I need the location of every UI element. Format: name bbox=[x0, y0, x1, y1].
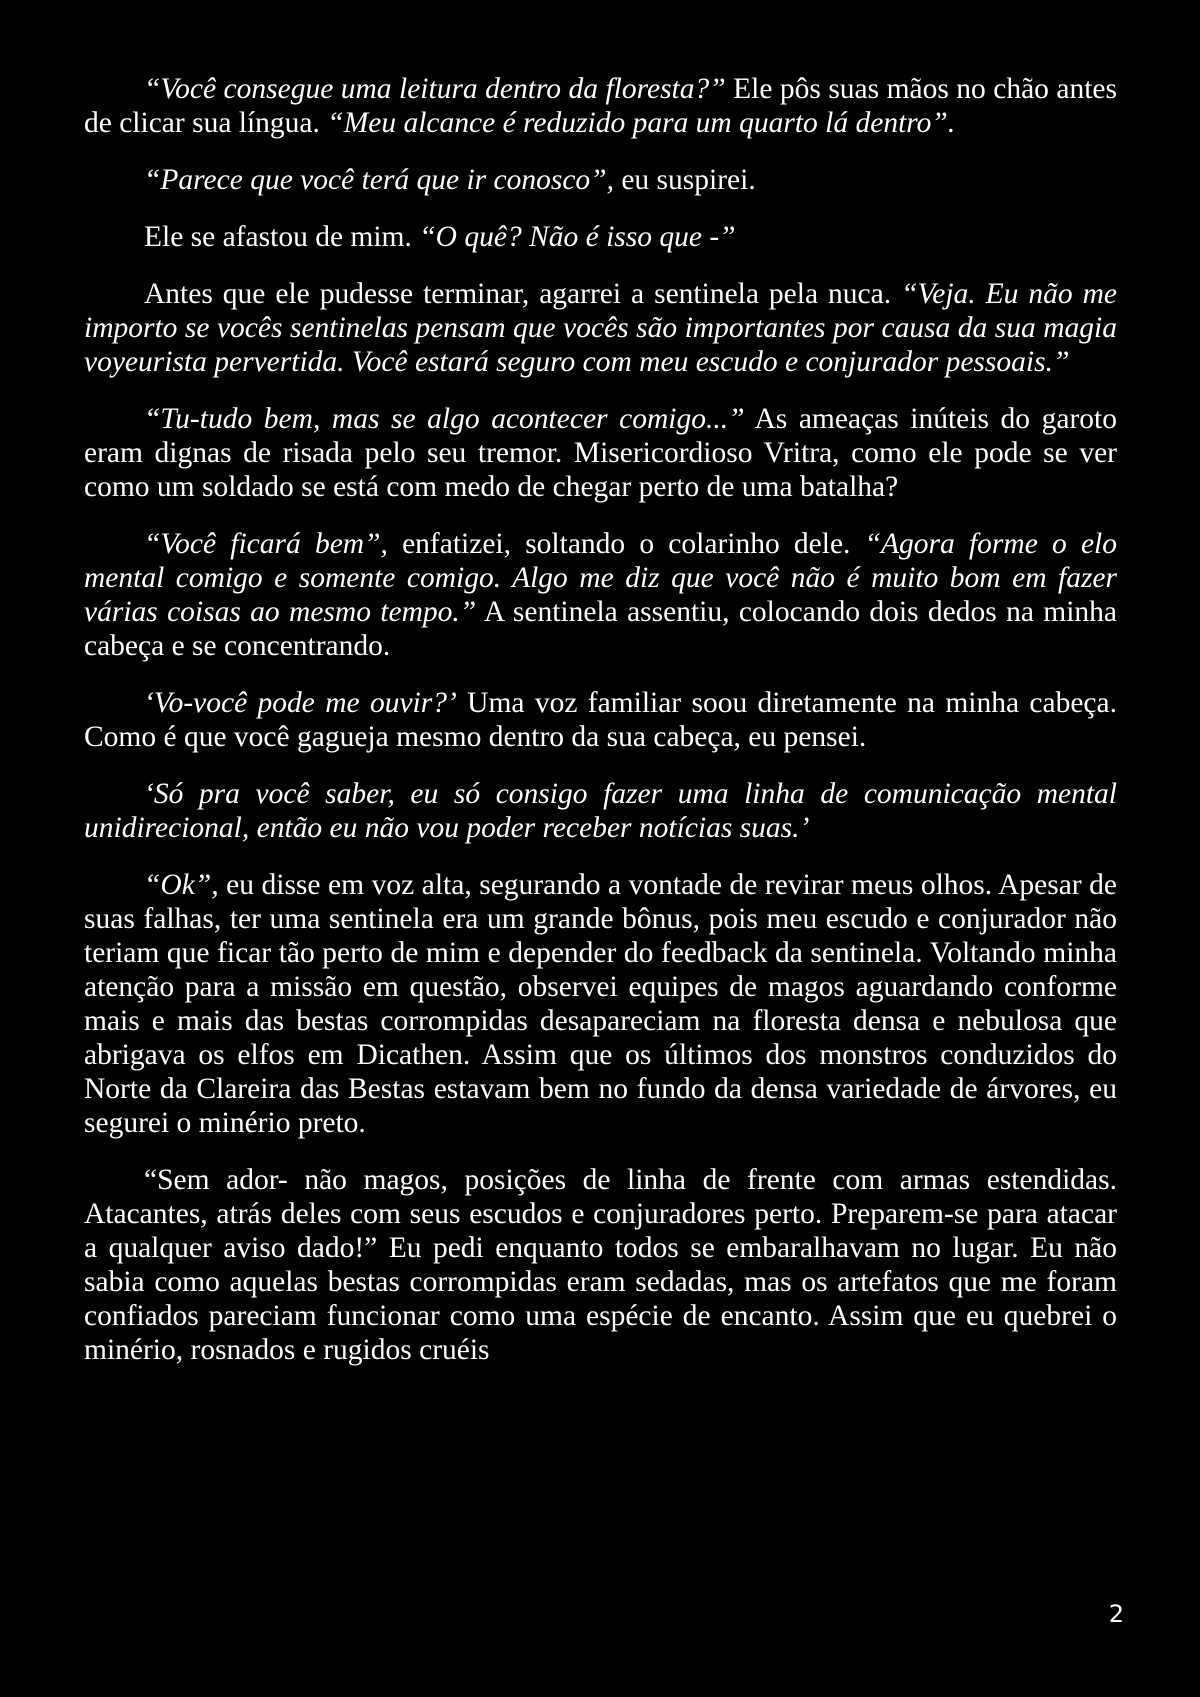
paragraph-9 bbox=[84, 868, 1117, 1140]
paragraph-1 bbox=[84, 72, 1117, 140]
text-run: “Você consegue uma leitura dentro da floresta?” bbox=[144, 73, 726, 105]
paragraph-4 bbox=[84, 277, 1117, 379]
text-run: ‘Vo-você pode me ouvir?’ bbox=[144, 687, 457, 719]
paragraph-6 bbox=[84, 527, 1117, 663]
text-run: “Veja. Eu não me importo se vocês sentinelas pensam que vocês são importantes por causa da sua magia voyeurista pervertida. Você estará seguro com meu escudo e conjurador pessoais.” bbox=[84, 278, 1117, 378]
paragraph-2 bbox=[84, 163, 1117, 197]
text-run: ‘Só pra você saber, eu só consigo fazer uma linha de comunicação mental unidirecional, então eu não vou poder receber notícias suas.’ bbox=[84, 778, 1117, 844]
page-number: 2 bbox=[1108, 1600, 1124, 1628]
text-run: “O quê? Não é isso que -” bbox=[419, 221, 736, 253]
paragraph-7 bbox=[84, 686, 1117, 754]
text-run: eu disse em voz alta, segurando a vontade de revirar meus olhos. Apesar de suas falhas, ter uma sentinela era um grande bônus, pois meu escudo e conjurador não teriam que ficar tão perto de mim e depender do feedback da sentinela. Voltando minha atenção para a missão em questão, observei equipes de magos aguardando conforme mais e mais das bestas corrompidas desapareciam na floresta densa e nebulosa que abrigava os elfos em Dicathen. Assim que os últimos dos monstros conduzidos do Norte da Clareira das Bestas estavam bem no fundo da densa variedade de árvores, eu segurei o minério preto. bbox=[84, 869, 1117, 1139]
text-run: As ameaças inúteis do garoto eram dignas de risada pelo seu tremor. Misericordioso Vritra, como ele pode se ver como um soldado se está com medo de chegar perto de uma batalha? bbox=[84, 403, 1117, 503]
text-run: “Agora forme o elo mental comigo e somente comigo. Algo me diz que você não é muito bom em fazer várias coisas ao mesmo tempo.” bbox=[84, 528, 1117, 628]
text-body bbox=[84, 72, 1117, 1390]
text-run: Ele se afastou de mim. bbox=[144, 221, 420, 253]
paragraph-8 bbox=[84, 777, 1117, 845]
text-run: Antes que ele pudesse terminar, agarrei a sentinela pela nuca. bbox=[144, 278, 902, 310]
paragraph-10 bbox=[84, 1163, 1117, 1367]
text-run: “Tu-tudo bem, mas se algo acontecer comigo...” bbox=[144, 403, 745, 435]
paragraph-5 bbox=[84, 402, 1117, 504]
text-run: “Parece que você terá que ir conosco”, bbox=[144, 164, 614, 196]
text-run: “Meu alcance é reduzido para um quarto lá dentro”. bbox=[327, 107, 956, 139]
text-run: “Ok”, bbox=[144, 869, 219, 901]
paragraph-3 bbox=[84, 220, 1117, 254]
text-run: A sentinela assentiu, colocando dois dedos na minha cabeça e se concentrando. bbox=[84, 596, 1117, 662]
text-run: enfatizei, soltando o colarinho dele. bbox=[387, 528, 865, 560]
text-run: Uma voz familiar soou diretamente na minha cabeça. Como é que você gagueja mesmo dentro da sua cabeça, eu pensei. bbox=[84, 687, 1117, 753]
text-run: “Você ficará bem”, bbox=[144, 528, 388, 560]
text-run: “Sem ador- não magos, posições de linha de frente com armas estendidas. Atacantes, atrás deles com seus escudos e conjuradores perto. Preparem-se para atacar a qualquer aviso dado!” Eu pedi enquanto todos se embaralhavam no lugar. Eu não sabia como aquelas bestas corrompidas eram sedadas, mas os artefatos que me foram confiados pareciam funcionar como uma espécie de encanto. Assim que eu quebrei o minério, rosnados e rugidos cruéis bbox=[84, 1164, 1117, 1366]
text-run: Ele pôs suas mãos no chão antes de clicar sua língua. bbox=[84, 73, 1117, 139]
text-run: eu suspirei. bbox=[613, 164, 756, 196]
